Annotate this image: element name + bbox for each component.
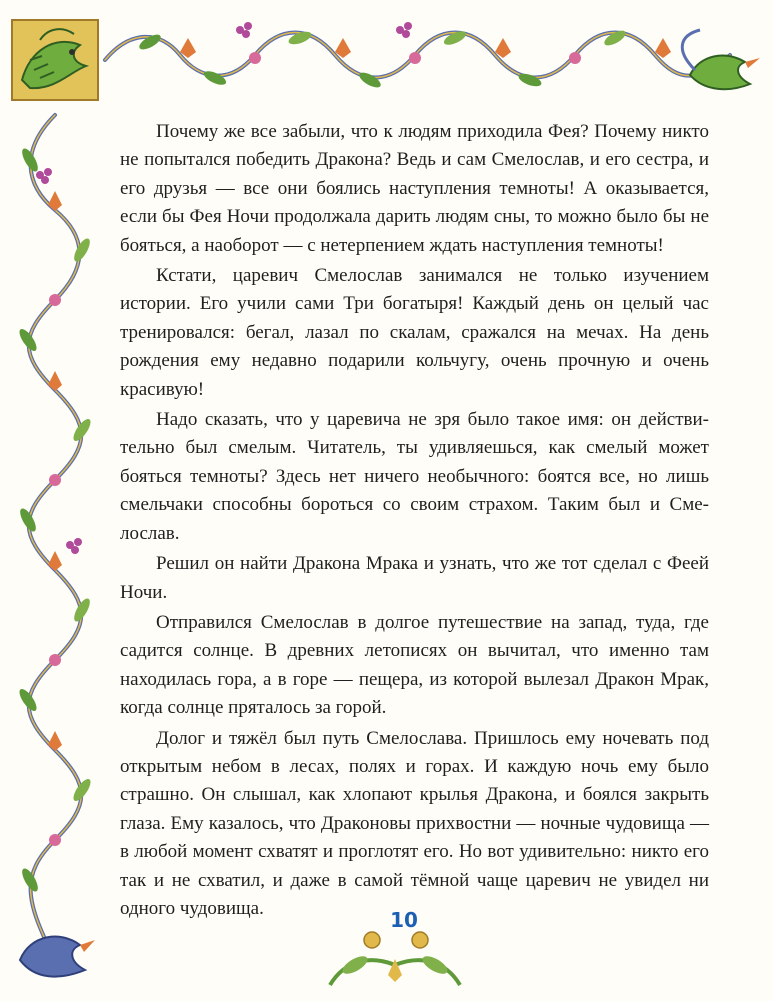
bird-ornament (682, 30, 760, 89)
bottom-bird-ornament (20, 937, 95, 977)
paragraph: Решил он найти Дракона Мрака и узнать, что же тот сделал с Феей Ночи. (120, 553, 709, 603)
paragraph: Почему же все забыли, что к людям приходила Фея? Почему никто не попытался победить Дракона? Ведь и сам Смелослав, и его сестра, и его друзья — все они боялись наступления темноты! А оказывается, если бы Фея Ночи продолжала дарить людям сны, то можно было бы не бояться, а наоборот — с нетерпением ждать наступления темноты! (120, 121, 709, 256)
page-number-ornament (330, 932, 460, 985)
paragraph: Надо сказать, что у царевича не зря было такое имя: он действительно был смелым. Читатель, ты удивляешься, как смелый может бояться темноты? Здесь нет ничего необычного: боятся все, но лишь смельчаки способны бороться со своим страхом. Таким был и Смелослав. (120, 409, 709, 544)
left-leaves (16, 146, 93, 894)
top-leaves (137, 22, 671, 90)
corner-tile-ornament (12, 20, 98, 100)
left-vine-ornament (29, 115, 82, 960)
paragraph: Отправился Смелослав в долгое путешествие на запад, туда, где садится солнце. В древних летописях он вычитал, что именно там находилась гора, а в горе — пещера, из которой вылезал Дракон Мрак, когда солнце пряталось за горой. (120, 611, 709, 719)
paragraph: Долог и тяжёл был путь Смелослава. Пришлось ему ночевать под открытым небом в лесах, полях и горах. И каждую ночь ему было страшно. Он слышал, как хлопают крылья Дракона, и боялся закрыть глаза. Ему казалось, что Драконовы прихвостни — ночные чудовища — в любой момент схватят и проглотят его. Но вот удивительно: никто его так и не схватил, и даже в самой тёмной чаще царевич не увидел ни одного чудовища. (120, 727, 709, 919)
page-number: 10 (390, 908, 418, 932)
body-text (120, 118, 709, 925)
paragraph: Кстати, царевич Смелослав занимался не только изучением истории. Его учили сами Три богатыря! Каждый день он целый час тренировался: бегал, лазал по скалам, сражался на мечах. На день рождения ему недавно подарили кольчугу, очень прочную и очень красивую! (120, 265, 709, 400)
